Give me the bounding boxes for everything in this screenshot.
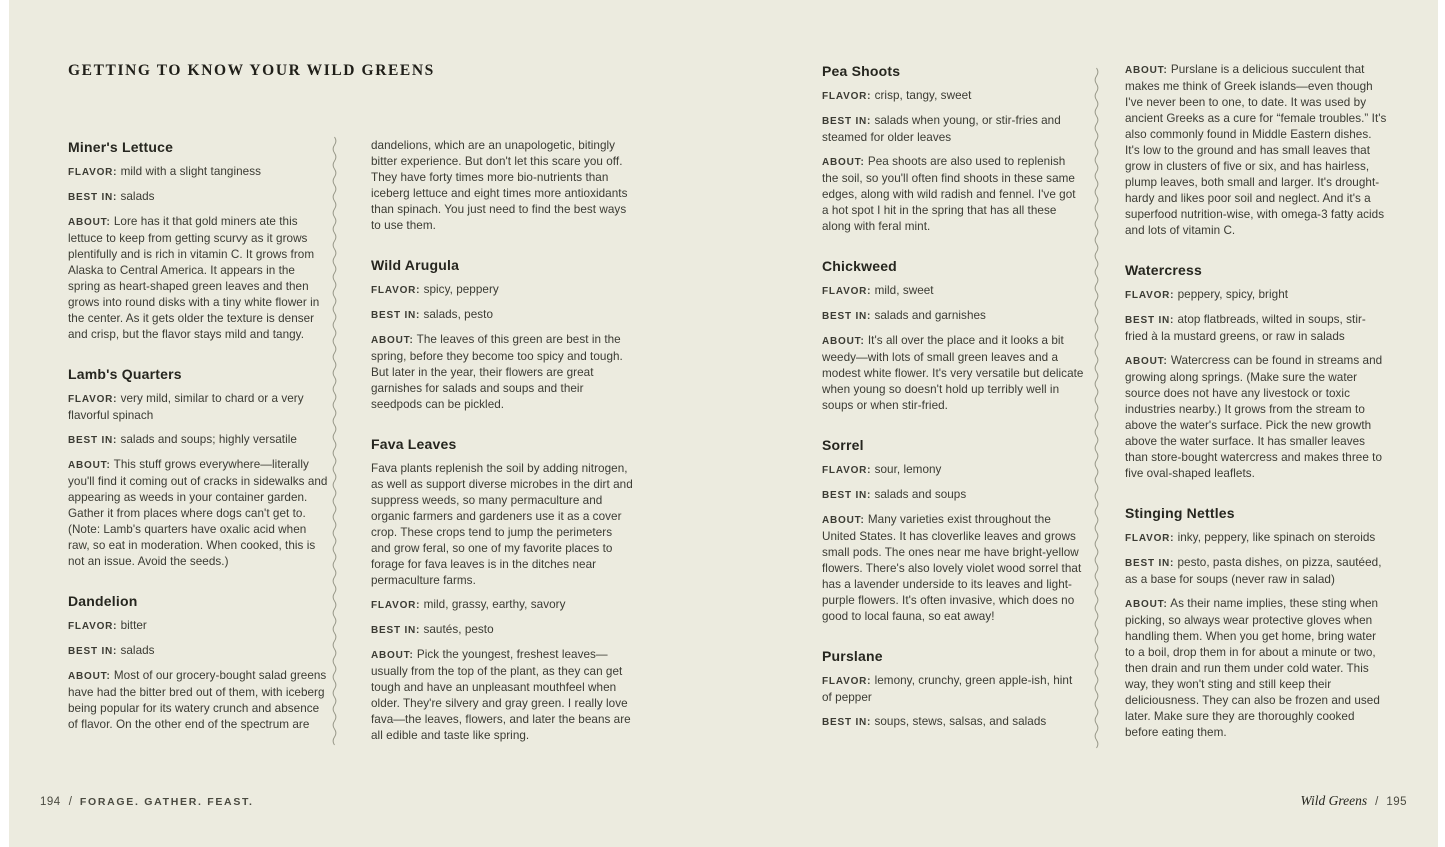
entry-lamb-s-quarters — [68, 365, 330, 570]
entry-paragraph — [1125, 530, 1387, 547]
entry-paragraph — [822, 714, 1084, 731]
entry-chickweed — [822, 257, 1084, 414]
entry-paragraph — [822, 88, 1084, 105]
entry-heading: Sorrel — [822, 437, 864, 453]
column-4 — [1125, 62, 1387, 741]
field-text: spicy, peppery — [420, 283, 499, 296]
entry-paragraph — [371, 622, 633, 639]
entry-paragraph — [68, 189, 330, 206]
footer-separator-right: / — [1375, 796, 1379, 808]
field-label: ABOUT: — [1125, 65, 1168, 76]
field-text: The leaves of this green are best in the spring, before they become too spicy and tough. But later in the year, their flowers are great garnishes for salads and soups and their seedpods can be pickled. — [371, 333, 623, 411]
field-text: bitter — [117, 619, 147, 632]
chapter-title: Wild Greens — [1300, 793, 1368, 808]
field-label: FLAVOR: — [822, 676, 872, 687]
field-text: salads, pesto — [420, 308, 494, 321]
field-label: ABOUT: — [822, 157, 865, 168]
entry-paragraph — [822, 512, 1084, 625]
field-label: FLAVOR: — [68, 621, 118, 632]
column-2 — [371, 138, 633, 744]
field-label: BEST IN: — [822, 116, 872, 127]
field-label: BEST IN: — [68, 192, 118, 203]
entry-purslane — [822, 647, 1084, 731]
entry-continuation — [1125, 62, 1387, 239]
entry-paragraph — [68, 668, 330, 733]
field-text: soups, stews, salsas, and salads — [871, 715, 1047, 728]
entry-paragraph — [371, 647, 633, 744]
field-text: Most of our grocery-bought salad greens have had the bitter bred out of them, with iceberg being popular for its watery crunch and absence of flavor. On the other end of the spectrum are — [68, 669, 327, 731]
entry-paragraph — [68, 432, 330, 449]
entry-paragraph — [68, 457, 330, 570]
entry-heading: Chickweed — [822, 258, 897, 274]
entry-watercress — [1125, 261, 1387, 482]
entry-paragraph — [1125, 287, 1387, 304]
field-text: As their name implies, these sting when picking, so always wear protective gloves when handling them. When you get home, bring water to a boil, drop them in for about a minute or two, then drain and run them under cold water. This way, they won't sting and still keep their deliciousness. They can also be frozen and used later. Make sure they are thoroughly cooked before eating them. — [1125, 597, 1380, 739]
field-text: lemony, crunchy, green apple-ish, hint of pepper — [822, 674, 1073, 704]
field-label: FLAVOR: — [1125, 533, 1175, 544]
field-label: FLAVOR: — [822, 91, 872, 102]
field-label: BEST IN: — [68, 435, 118, 446]
field-text: salads and soups; highly versatile — [117, 433, 297, 446]
field-label: ABOUT: — [822, 336, 865, 347]
book-title: FORAGE. GATHER. FEAST. — [79, 796, 254, 808]
page-number-right: 195 — [1386, 796, 1407, 808]
footer-left — [40, 792, 254, 810]
entry-fava-leaves — [371, 435, 633, 744]
field-text: salads — [117, 644, 155, 657]
field-label: ABOUT: — [371, 335, 414, 346]
field-text: sour, lemony — [871, 463, 942, 476]
field-text: mild, grassy, earthy, savory — [420, 598, 566, 611]
field-label: BEST IN: — [822, 311, 872, 322]
entry-pea-shoots — [822, 62, 1084, 235]
entry-heading: Dandelion — [68, 593, 138, 609]
entry-paragraph — [822, 154, 1084, 235]
column-1 — [68, 138, 330, 733]
field-text: crisp, tangy, sweet — [871, 89, 972, 102]
entry-stinging-nettles — [1125, 504, 1387, 741]
entry-heading: Purslane — [822, 648, 883, 664]
entry-heading: Watercress — [1125, 262, 1202, 278]
field-label: BEST IN: — [371, 310, 421, 321]
field-text: very mild, similar to chard or a very flavorful spinach — [68, 392, 304, 422]
entry-paragraph — [68, 214, 330, 343]
footer-separator-left: / — [68, 796, 72, 808]
entry-heading: Miner's Lettuce — [68, 139, 174, 155]
entry-paragraph — [371, 461, 633, 589]
field-text: sautés, pesto — [420, 623, 494, 636]
book-spread — [9, 0, 1438, 847]
field-text: salads — [117, 190, 155, 203]
field-label: BEST IN: — [371, 625, 421, 636]
entry-paragraph — [1125, 596, 1387, 741]
entry-sorrel — [822, 436, 1084, 625]
field-text: Fava plants replenish the soil by adding nitrogen, as well as support diverse microbes in the dirt and suppress weeds, so many permaculture and organic farmers and gardeners use it as a cover crop. These crops tend to jump the perimeters and grow feral, so one of my favorite places to forage for fava leaves is in the ditches near permaculture farms. — [371, 462, 633, 587]
field-text: Pea shoots are also used to replenish the soil, so you'll often find shoots in these same edges, along with wild radish and fennel. I've got a hot spot I hit in the spring that has all these along with feral mint. — [822, 155, 1076, 233]
field-label: ABOUT: — [371, 650, 414, 661]
field-text: atop flatbreads, wilted in soups, stir-fried à la mustard greens, or raw in salads — [1125, 313, 1366, 343]
page-number-left: 194 — [40, 796, 61, 808]
wavy-divider-left — [331, 137, 338, 748]
field-label: ABOUT: — [1125, 356, 1168, 367]
field-text: mild, sweet — [871, 284, 934, 297]
entry-continuation — [371, 138, 633, 234]
entry-paragraph — [822, 673, 1084, 706]
entry-miner-s-lettuce — [68, 138, 330, 343]
field-text: Watercress can be found in streams and growing along springs. (Make sure the water source does not have any livestock or toxic industries nearby.) It grows from the stream to above the water's surface. Pick the new growth above the water surface. It has smaller leaves than store-bought watercress and makes three to five oval-shaped leaflets. — [1125, 354, 1383, 480]
entry-paragraph — [371, 597, 633, 614]
entry-paragraph — [371, 282, 633, 299]
entry-paragraph — [822, 283, 1084, 300]
field-text: inky, peppery, like spinach on steroids — [1174, 531, 1376, 544]
field-text: Lore has it that gold miners ate this lettuce to keep from getting scurvy as it grows plentifully and is rich in vitamin C. It grows from Alaska to Central America. It appears in the spring as heart-shaped green leaves and then grows into round disks with a tiny white flower in the center. As it gets older the texture is denser and crisp, but the flavor stays mild and tangy. — [68, 215, 320, 341]
entry-paragraph — [371, 138, 633, 234]
entry-paragraph — [1125, 62, 1387, 239]
field-label: FLAVOR: — [1125, 290, 1175, 301]
field-text: pesto, pasta dishes, on pizza, sautéed, as a base for soups (never raw in salad) — [1125, 556, 1382, 586]
entry-paragraph — [68, 643, 330, 660]
entry-paragraph — [1125, 555, 1387, 588]
field-text: Purslane is a delicious succulent that makes me think of Greek islands—even though I've never been to one, to date. It was used by ancient Greeks as a cure for “female troubles.” It's also commonly found in Middle Eastern dishes. It's low to the ground and has small leaves that grow in clusters of five or six, and has hairless, plump leaves, both small and larger. It's drought-hardy and likes poor soil and neglect. And it's a superfood nutrition-wise, with omega-3 fatty acids and lots of vitamin C. — [1125, 63, 1387, 237]
field-label: BEST IN: — [1125, 558, 1175, 569]
field-label: FLAVOR: — [68, 394, 118, 405]
entry-paragraph — [822, 462, 1084, 479]
field-label: ABOUT: — [68, 460, 111, 471]
entry-heading: Wild Arugula — [371, 257, 460, 273]
field-text: salads and garnishes — [871, 309, 986, 322]
field-text: dandelions, which are an unapologetic, bitingly bitter experience. But don't let this scare you off. They have forty times more bio-nutrients than iceberg lettuce and eight times more antioxidants than spinach. You just need to find the best ways to use them. — [371, 139, 628, 232]
column-3 — [822, 62, 1084, 731]
footer-right — [1300, 792, 1407, 810]
field-label: FLAVOR: — [371, 600, 421, 611]
field-text: Many varieties exist throughout the United States. It has cloverlike leaves and grows small pods. The ones near me have bright-yellow flowers. There's also lovely violet wood sorrel that has a lavender underside to its leaves and light-purple flowers. It's often invasive, which does no good to local fauna, so eat away! — [822, 513, 1082, 623]
entry-paragraph — [1125, 353, 1387, 482]
field-label: ABOUT: — [822, 515, 865, 526]
field-label: FLAVOR: — [68, 167, 118, 178]
entry-wild-arugula — [371, 256, 633, 413]
field-label: BEST IN: — [822, 717, 872, 728]
field-label: BEST IN: — [822, 490, 872, 501]
entry-paragraph — [68, 391, 330, 424]
entry-paragraph — [1125, 312, 1387, 345]
entry-heading: Pea Shoots — [822, 63, 901, 79]
field-label: ABOUT: — [1125, 599, 1168, 610]
entry-heading: Stinging Nettles — [1125, 505, 1235, 521]
field-label: ABOUT: — [68, 671, 111, 682]
entry-paragraph — [68, 164, 330, 181]
field-text: mild with a slight tanginess — [117, 165, 262, 178]
field-label: BEST IN: — [1125, 315, 1175, 326]
entry-paragraph — [68, 618, 330, 635]
entry-paragraph — [822, 308, 1084, 325]
entry-paragraph — [822, 113, 1084, 146]
page-title: GETTING TO KNOW YOUR WILD GREENS — [68, 62, 435, 79]
field-label: BEST IN: — [68, 646, 118, 657]
entry-paragraph — [371, 307, 633, 324]
field-text: peppery, spicy, bright — [1174, 288, 1289, 301]
field-label: FLAVOR: — [822, 286, 872, 297]
entry-heading: Fava Leaves — [371, 436, 457, 452]
wavy-divider-right — [1093, 68, 1100, 748]
field-text: Pick the youngest, freshest leaves—usually from the top of the plant, as they can get tough and have an unpleasant mouthfeel when older. They're silvery and gray green. I really love fava—the leaves, flowers, and later the beans are all edible and taste like spring. — [371, 648, 631, 742]
field-label: ABOUT: — [68, 217, 111, 228]
entry-paragraph — [822, 333, 1084, 414]
field-label: FLAVOR: — [822, 465, 872, 476]
entry-paragraph — [822, 487, 1084, 504]
entry-dandelion — [68, 592, 330, 733]
field-text: salads when young, or stir-fries and steamed for older leaves — [822, 114, 1061, 144]
field-label: FLAVOR: — [371, 285, 421, 296]
entry-paragraph — [371, 332, 633, 413]
field-text: It's all over the place and it looks a bit weedy—with lots of small green leaves and a modest white flower. It's very versatile but delicate when young so doesn't hold up terribly well in soups or when stir-fried. — [822, 334, 1084, 412]
field-text: salads and soups — [871, 488, 967, 501]
field-text: This stuff grows everywhere—literally you'll find it coming out of cracks in sidewalks and appearing as weeds in your container garden. Gather it from places where dogs can't get to. (Note: Lamb's quarters have oxalic acid when raw, so eat in moderation. When cooked, this is not an issue. Avoid the seeds.) — [68, 458, 328, 568]
entry-heading: Lamb's Quarters — [68, 366, 182, 382]
